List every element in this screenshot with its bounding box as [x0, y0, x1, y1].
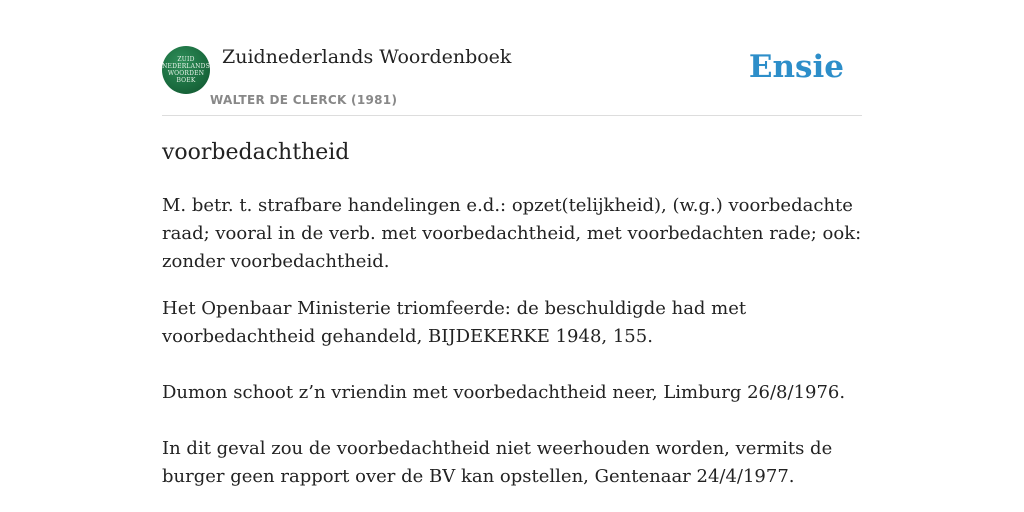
book-title[interactable]: Zuidnederlands Woordenboek	[222, 46, 512, 68]
example-quote: Dumon schoot z’n vriendin met voorbedachtheid neer, Limburg 26/8/1976.	[162, 382, 846, 403]
example-quote: In dit geval zou de voorbedachtheid niet weerhouden worden, vermits de burger geen rapport over de BV kan opstellen, Gentenaar 24/4/1977.	[162, 438, 833, 487]
headword: voorbedachtheid	[162, 140, 350, 165]
logo-line: ZUID	[177, 56, 195, 63]
example-quote: Het Openbaar Ministerie triomfeerde: de beschuldigde had met voorbedachtheid gehandeld, BIJDEKERKE 1948, 155.	[162, 298, 747, 347]
logo-line: BOEK	[176, 77, 196, 84]
author-label: WALTER DE CLERCK (1981)	[210, 93, 398, 107]
header	[162, 40, 862, 116]
definition: M. betr. t. strafbare handelingen e.d.: opzet(telijkheid), (w.g.) voorbedachte raad; vooral in de verb. met voorbedachtheid, met voorbedachten rade; ook: zonder voorbedachtheid.	[162, 195, 862, 272]
entry-content	[162, 192, 862, 512]
logo-line: NEDERLANDS	[162, 63, 210, 70]
logo-line: WOORDEN	[167, 70, 205, 77]
ensie-logo-link[interactable]: Ensie	[748, 49, 844, 85]
book-logo[interactable]	[162, 46, 210, 94]
